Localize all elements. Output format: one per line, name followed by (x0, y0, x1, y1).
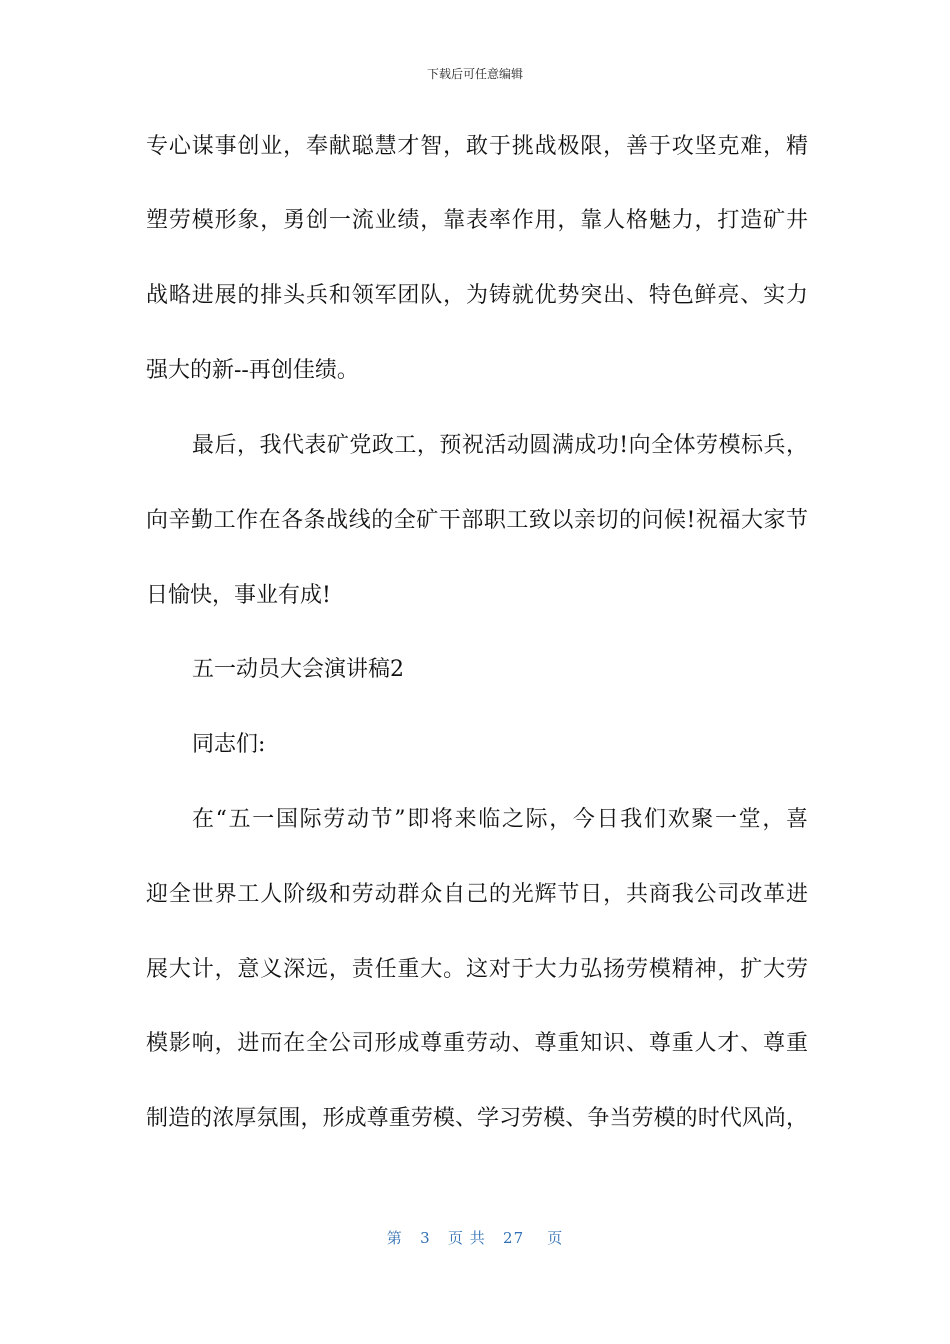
total-pages-number: 27 (503, 1229, 525, 1247)
text-line: 制造的浓厚氛围，形成尊重劳模、学习劳模、争当劳模的时代风尚， (146, 1106, 808, 1131)
header-note: 下载后可任意编辑 (426, 67, 523, 81)
text-line: 塑劳模形象，勇创一流业绩，靠表率作用，靠人格魅力，打造矿井 (146, 208, 808, 233)
footer-suffix: 页 (547, 1229, 564, 1247)
text-line: 在“五一国际劳动节”即将来临之际，今日我们欢聚一堂，喜 (192, 807, 808, 832)
text-line: 专心谋事创业，奉献聪慧才智，敢于挑战极限，善于攻坚克难，精 (146, 134, 808, 159)
text-line: 展大计，意义深远，责任重大。这对于大力弘扬劳模精神，扩大劳 (146, 957, 808, 982)
text-line: 战略进展的排头兵和领军团队，为铸就优势突出、特色鲜亮、实力 (146, 283, 808, 308)
text-line: 最后，我代表矿党政工，预祝活动圆满成功!向全体劳模标兵， (192, 433, 808, 458)
text-line: 强大的新--再创佳绩。 (146, 358, 359, 383)
page-footer (0, 1228, 950, 1248)
footer-prefix: 第 (386, 1229, 403, 1247)
text-line: 日愉快，事业有成! (146, 583, 331, 608)
section-title: 五一动员大会演讲稿2 (192, 657, 404, 682)
text-line: 迎全世界工人阶级和劳动群众自己的光辉节日，共商我公司改革进 (146, 882, 808, 907)
text-line: 模影响，进而在全公司形成尊重劳动、尊重知识、尊重人才、尊重 (146, 1031, 808, 1056)
footer-middle: 页 共 (447, 1229, 486, 1247)
salutation: 同志们: (192, 732, 266, 757)
text-line: 向辛勤工作在各条战线的全矿干部职工致以亲切的问候!祝福大家节 (146, 508, 808, 533)
current-page-number: 3 (420, 1229, 431, 1247)
